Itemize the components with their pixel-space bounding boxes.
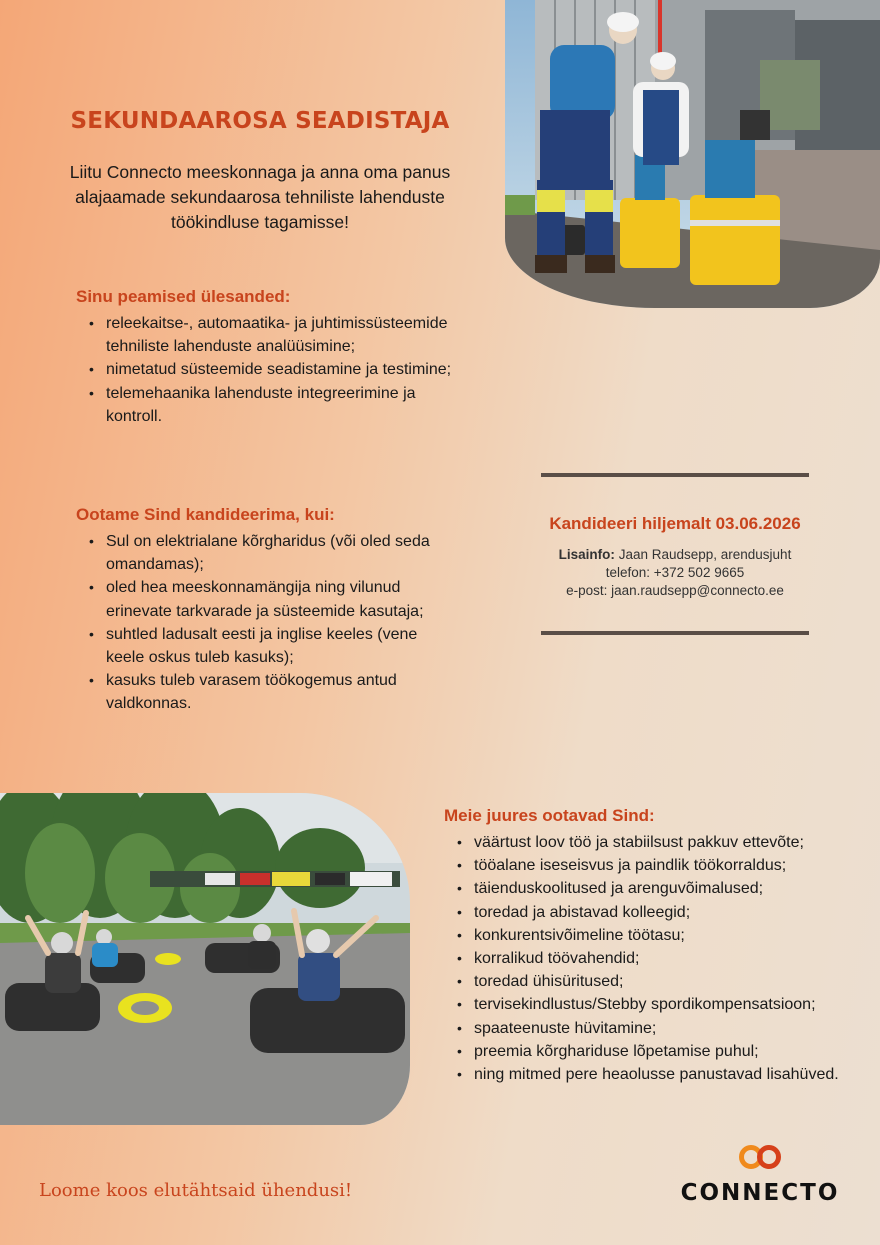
- benefits-list: [444, 831, 864, 1086]
- list-item: • suhtled ladusalt eesti ja inglise keeles (vene keele oskus tuleb kasuks);: [76, 623, 456, 669]
- team-event-photo: [0, 793, 410, 1125]
- contact-email[interactable]: e-post: jaan.raudsepp@connecto.ee: [566, 583, 784, 598]
- list-item: • konkurentsivõimeline töötasu;: [444, 924, 864, 947]
- apply-box: [520, 514, 830, 600]
- list-item: • ning mitmed pere heaolusse panustavad lisahüved.: [444, 1063, 864, 1086]
- tasks-heading: Sinu peamised ülesanded:: [76, 287, 291, 306]
- list-item: • spaateenuste hüvitamine;: [444, 1017, 864, 1040]
- footer-slogan: Loome koos elutähtsaid ühendusi!: [39, 1180, 353, 1201]
- list-item: • tervisekindlustus/Stebby spordikompensatsioon;: [444, 993, 864, 1016]
- page-title: SEKUNDAAROSA SEADISTAJA: [70, 108, 450, 134]
- requirements-heading: Ootame Sind kandideerima, kui:: [76, 505, 335, 524]
- list-item: • tööalane iseseisvus ja paindlik töökorraldus;: [444, 854, 864, 877]
- divider-bottom: [541, 631, 809, 635]
- list-item: • toredad ühisüritused;: [444, 970, 864, 993]
- benefits-heading: Meie juures ootavad Sind:: [444, 806, 655, 825]
- list-item: • preemia kõrghariduse lõpetamise puhul;: [444, 1040, 864, 1063]
- tasks-list: [76, 312, 456, 428]
- substation-photo: [505, 0, 880, 308]
- list-item: • releekaitse-, automaatika- ja juhtimissüsteemide tehniliste lahenduste analüüsimine;: [76, 312, 456, 358]
- connecto-logo: [675, 1143, 845, 1206]
- list-item: • väärtust loov töö ja stabiilsust pakkuv ettevõte;: [444, 831, 864, 854]
- logo-wordmark: CONNECTO: [680, 1180, 840, 1206]
- list-item: • kasuks tuleb varasem töökogemus antud valdkonnas.: [76, 669, 456, 715]
- list-item: • Sul on elektrialane kõrgharidus (või oled seda omandamas);: [76, 530, 456, 576]
- contact-phone[interactable]: telefon: +372 502 9665: [605, 565, 745, 580]
- list-item: • nimetatud süsteemide seadistamine ja testimine;: [76, 358, 456, 381]
- requirements-list: [76, 530, 456, 716]
- contact-label: Lisainfo:: [558, 547, 615, 562]
- list-item: • täienduskoolitused ja arenguvõimalused;: [444, 877, 864, 900]
- list-item: • oled hea meeskonnamängija ning vilunud erinevate tarkvarade ja süsteemide kasutaja;: [76, 576, 456, 622]
- contact-person: Jaan Raudsepp, arendusjuht: [618, 547, 792, 562]
- list-item: • korralikud töövahendid;: [444, 947, 864, 970]
- contact-info: [520, 546, 830, 564]
- list-item: • toredad ja abistavad kolleegid;: [444, 901, 864, 924]
- list-item: • telemehaanika lahenduste integreerimine ja kontroll.: [76, 382, 456, 428]
- apply-deadline: Kandideeri hiljemalt 03.06.2026: [549, 514, 801, 533]
- divider-top: [541, 473, 809, 477]
- intro-text: Liitu Connecto meeskonnaga ja anna oma panus alajaamade sekundaarosa tehniliste lahenduste töökindluse tagamisse!: [69, 162, 451, 232]
- infinity-logo-icon: [737, 1143, 783, 1171]
